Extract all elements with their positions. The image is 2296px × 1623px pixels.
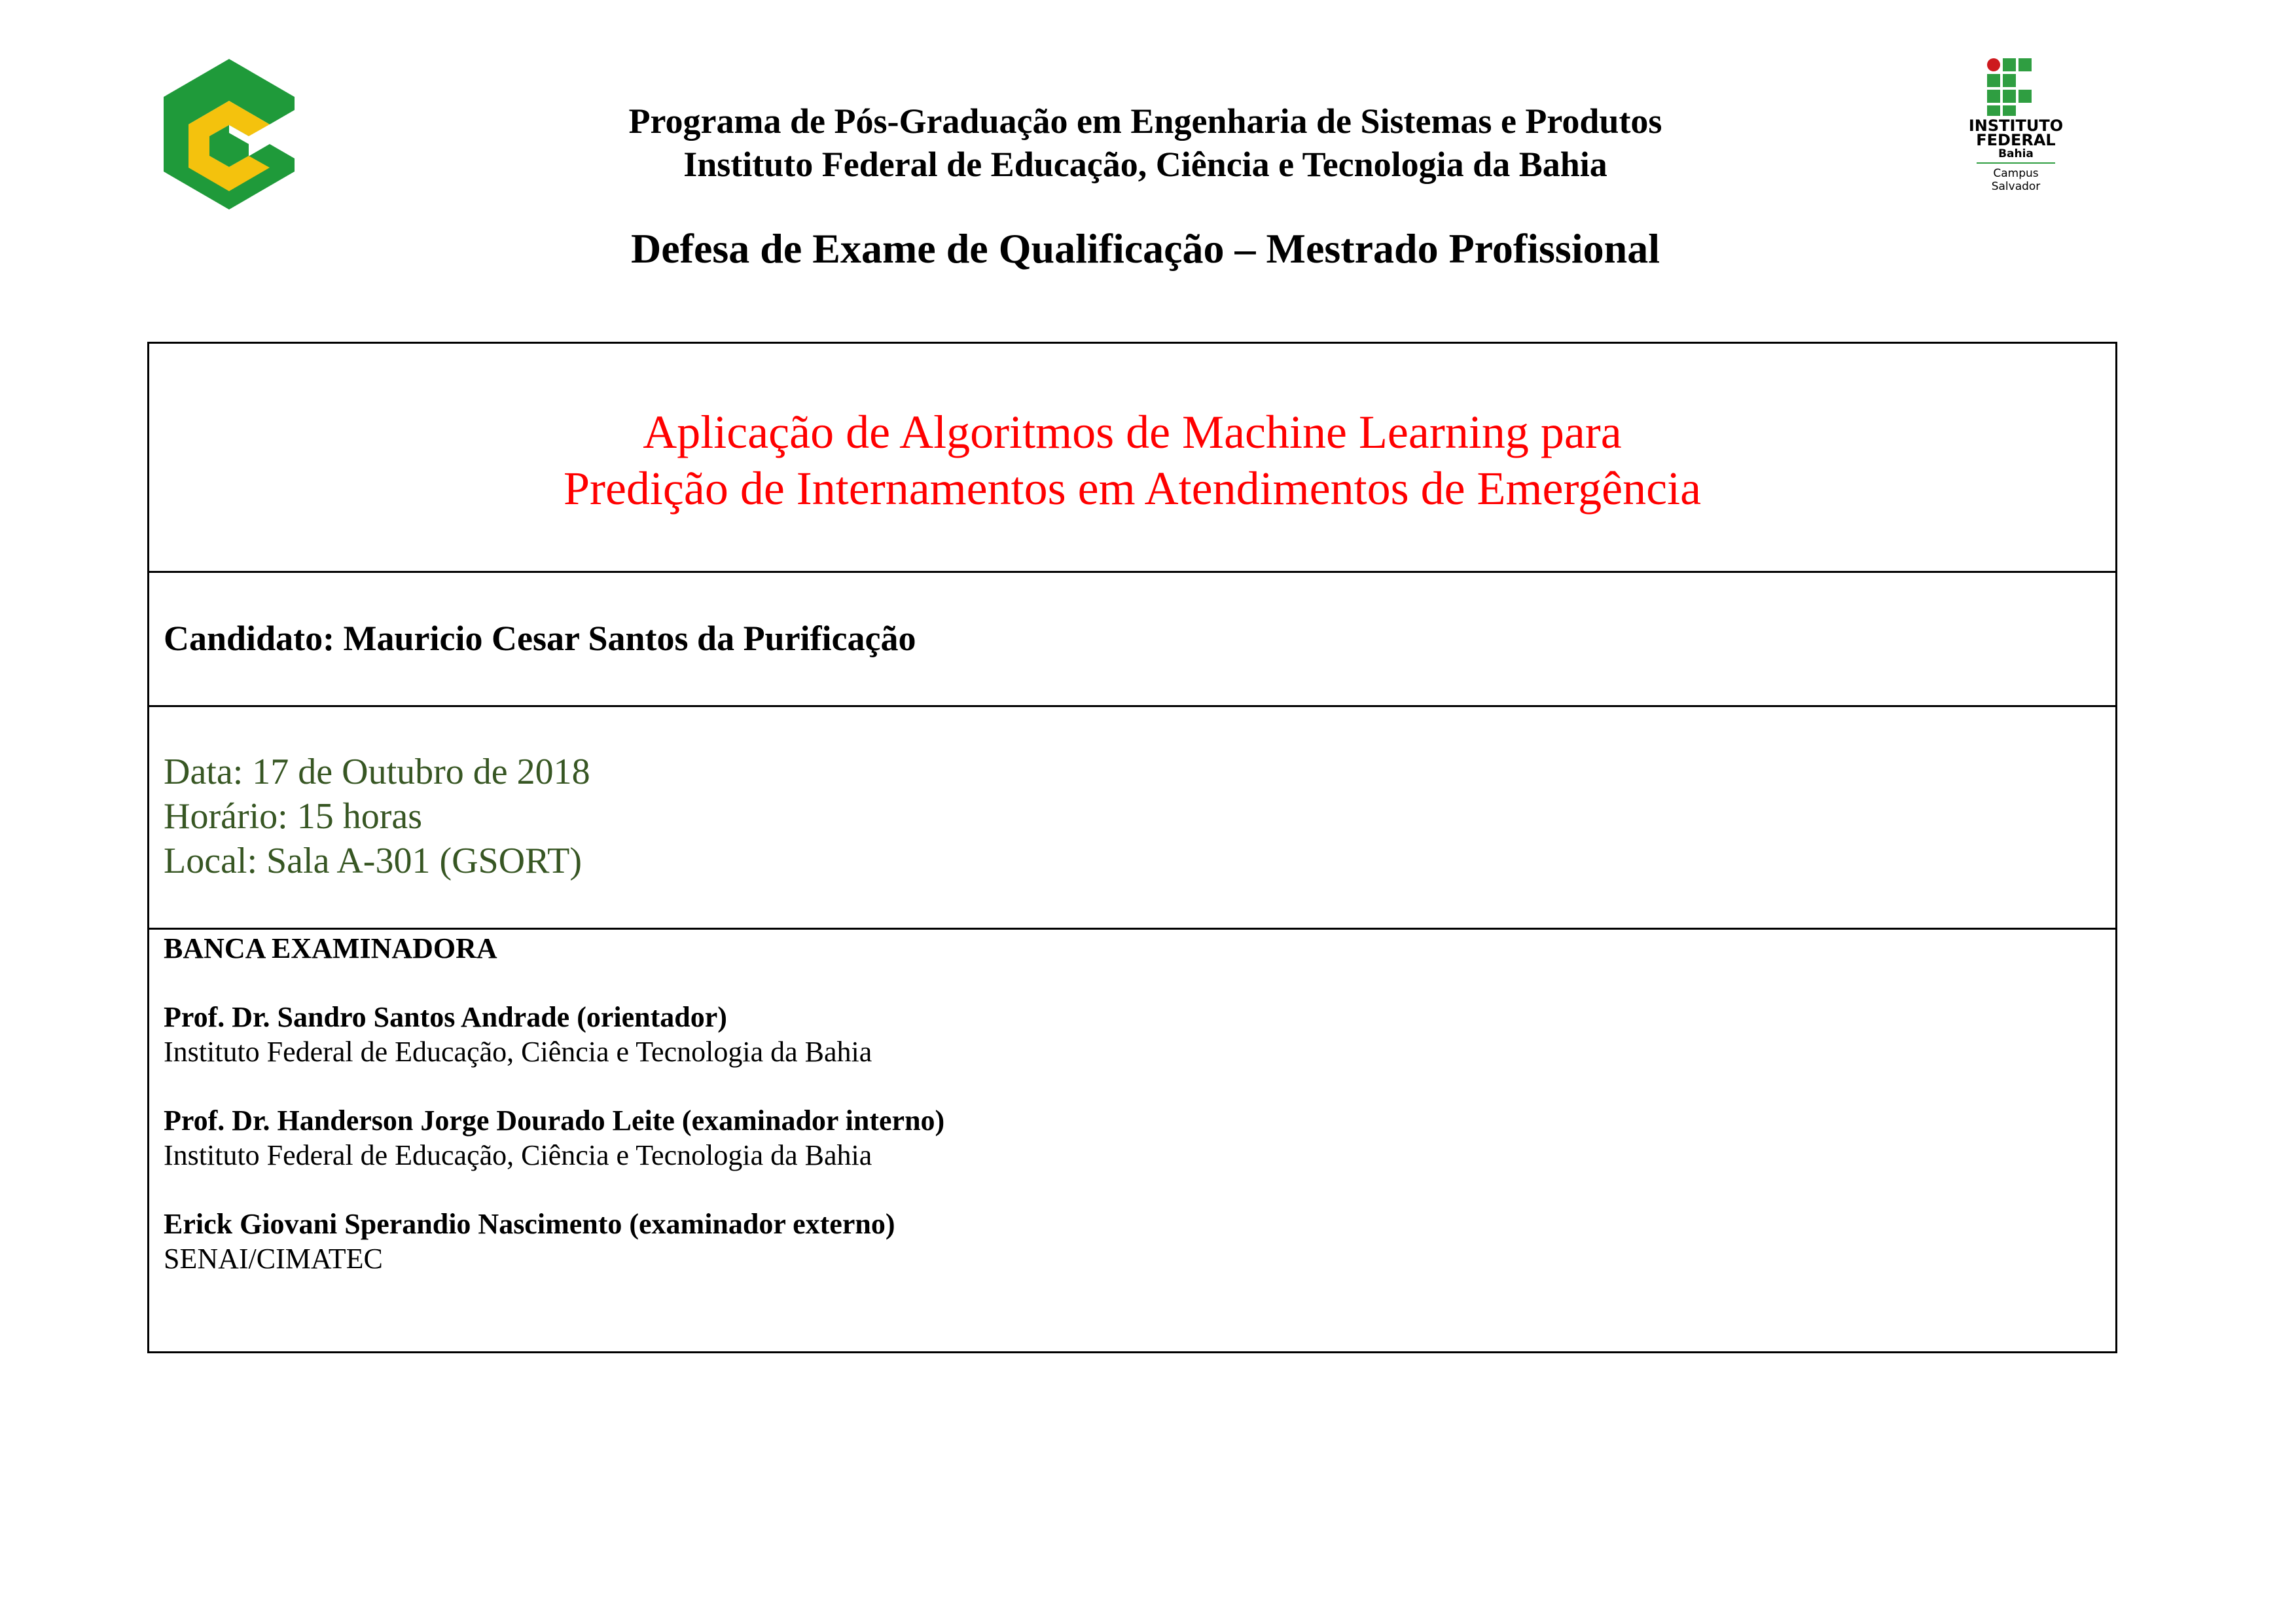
ifba-c-logo-icon xyxy=(164,59,295,210)
program-name: Programa de Pós-Graduação em Engenharia de Sistemas e Produtos xyxy=(628,101,1662,141)
banca-member-affiliation: Instituto Federal de Educação, Ciência e Tecnologia da Bahia xyxy=(164,1036,872,1068)
logo-campus-line2: Salvador xyxy=(1991,180,2041,193)
work-title-line2: Predição de Internamentos em Atendimentos de Emergência xyxy=(563,462,1702,515)
candidate-section xyxy=(149,573,2115,707)
logo-campus-line1: Campus xyxy=(1993,167,2039,180)
defense-place: Local: Sala A-301 (GSORT) xyxy=(164,841,582,881)
if-grid-icon xyxy=(1957,56,2075,118)
logo-state: Bahia xyxy=(1998,147,2034,160)
schedule-section xyxy=(149,707,2115,930)
document-title: Defesa de Exame de Qualificação – Mestrado Profissional xyxy=(631,225,1660,272)
banca-member-affiliation: Instituto Federal de Educação, Ciência e Tecnologia da Bahia xyxy=(164,1139,872,1171)
candidate-name: Candidato: Mauricio Cesar Santos da Purificação xyxy=(164,619,916,658)
work-title-line1: Aplicação de Algoritmos de Machine Learning para xyxy=(643,406,1622,458)
defense-time: Horário: 15 horas xyxy=(164,796,423,837)
logo-name-line1: INSTITUTO xyxy=(1968,117,2064,135)
banca-heading: BANCA EXAMINADORA xyxy=(164,932,497,964)
work-title-section xyxy=(149,344,2115,573)
instituto-federal-logo xyxy=(1957,56,2075,213)
institute-name: Instituto Federal de Educação, Ciência e Tecnologia da Bahia xyxy=(683,145,1607,184)
banca-member-affiliation: SENAI/CIMATEC xyxy=(164,1243,383,1275)
logo-name-line2: FEDERAL xyxy=(1976,131,2056,149)
banca-member-name: Prof. Dr. Handerson Jorge Dourado Leite (examinador interno) xyxy=(164,1104,945,1137)
defense-info-table xyxy=(147,342,2117,1353)
logo-divider xyxy=(1977,162,2055,164)
defense-date: Data: 17 de Outubro de 2018 xyxy=(164,752,590,792)
banca-member-name: Prof. Dr. Sandro Santos Andrade (orientador) xyxy=(164,1001,727,1033)
banca-member-name: Erick Giovani Sperandio Nascimento (examinador externo) xyxy=(164,1208,895,1240)
banca-section xyxy=(149,930,2115,1351)
